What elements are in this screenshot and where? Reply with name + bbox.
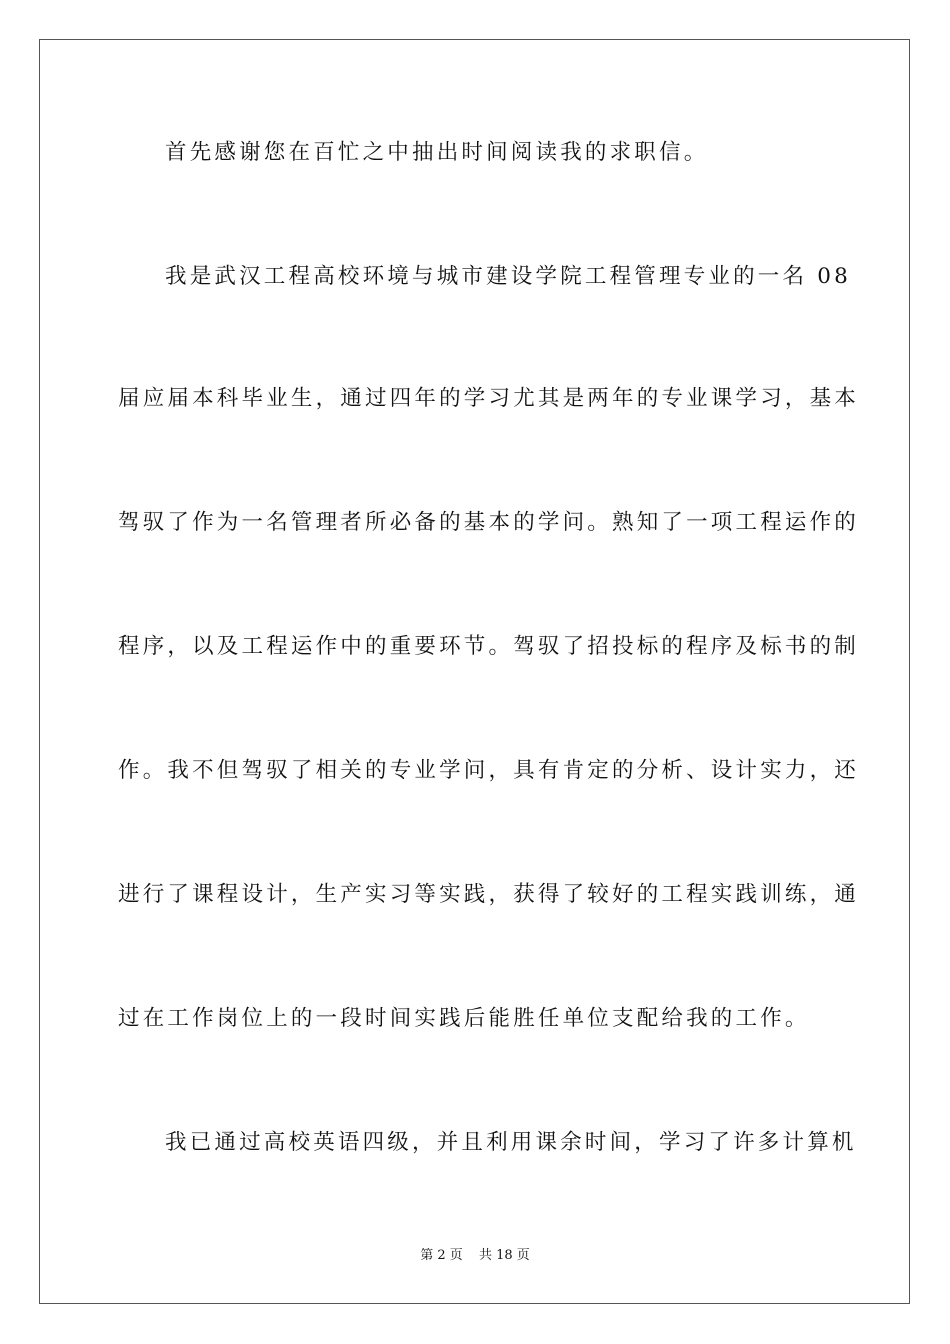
paragraph-line: 驾驭了作为一名管理者所必备的基本的学问。熟知了一项工程运作的 bbox=[118, 510, 860, 535]
page-border bbox=[39, 39, 910, 1304]
page-number: 第 2 页 bbox=[420, 1248, 463, 1263]
paragraph-line: 作。我不但驾驭了相关的专业学问，具有肯定的分析、设计实力，还 bbox=[118, 758, 860, 783]
paragraph-line: 我是武汉工程高校环境与城市建设学院工程管理专业的一名 08 bbox=[165, 264, 851, 289]
paragraph-line: 过在工作岗位上的一段时间实践后能胜任单位支配给我的工作。 bbox=[118, 1006, 810, 1031]
paragraph-line: 进行了课程设计，生产实习等实践，获得了较好的工程实践训练，通 bbox=[118, 882, 860, 907]
page-total: 共 18 页 bbox=[478, 1248, 530, 1263]
paragraph-line: 我已通过高校英语四级，并且利用课余时间，学习了许多计算机 bbox=[165, 1130, 857, 1155]
paragraph-line: 首先感谢您在百忙之中抽出时间阅读我的求职信。 bbox=[165, 140, 709, 165]
page-footer bbox=[0, 1244, 950, 1263]
paragraph-line: 程序，以及工程运作中的重要环节。驾驭了招投标的程序及标书的制 bbox=[118, 634, 860, 659]
paragraph-line: 届应届本科毕业生，通过四年的学习尤其是两年的专业课学习，基本 bbox=[118, 386, 860, 411]
